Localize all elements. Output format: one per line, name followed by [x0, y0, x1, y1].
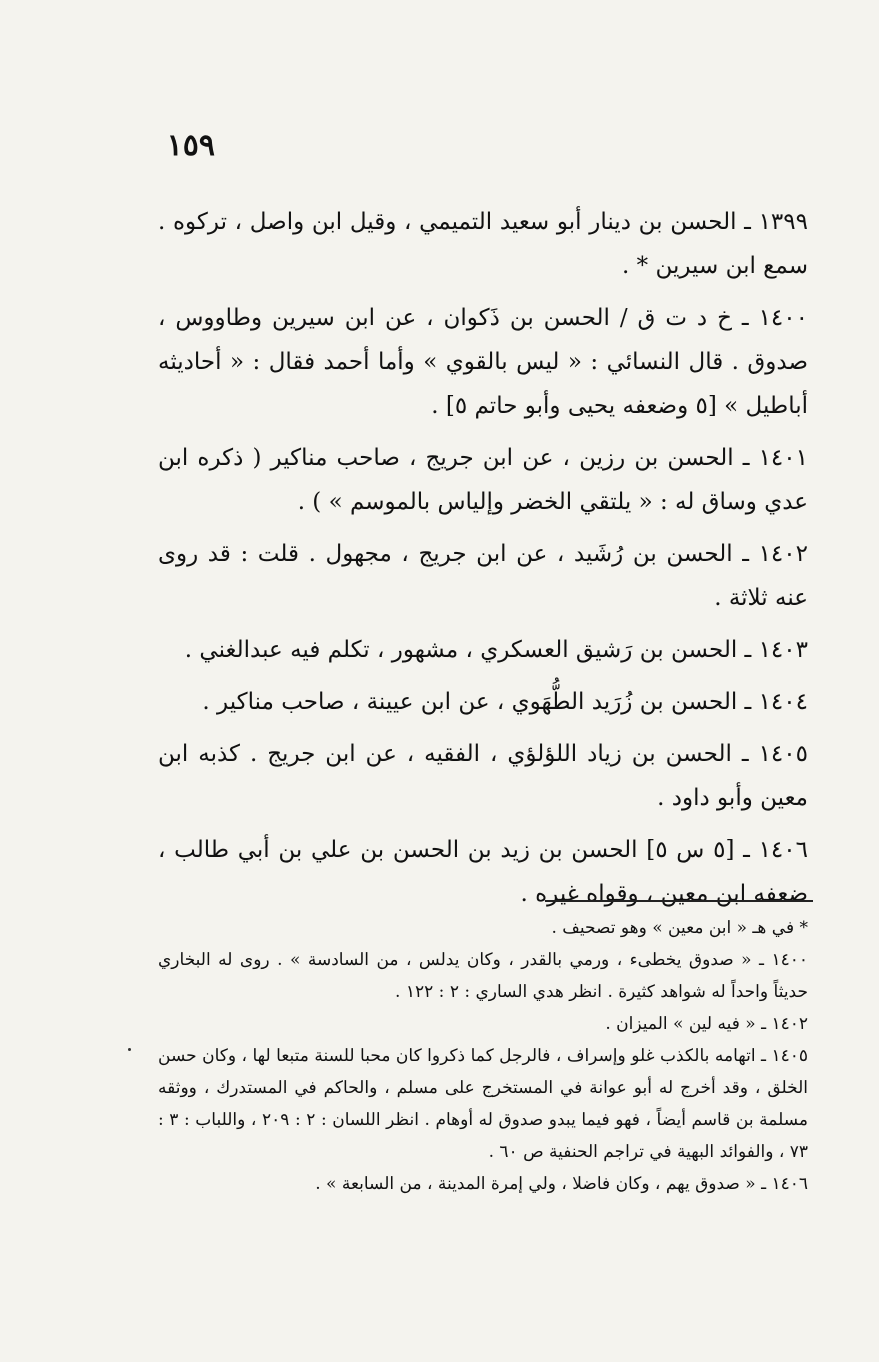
main-text	[158, 200, 808, 924]
entry-1400: ١٤٠٠ ـ خ د ت ق / الحسن بن ذَكوان ، عن ابن سيرين وطاووس ، صدوق . قال النسائي : « ليس بالقوي » وأما أحمد فقال : « أحاديثه أباطيل » [٥ وضعفه يحيى وأبو حاتم ٥] .	[158, 305, 808, 419]
entry-1403: ١٤٠٣ ـ الحسن بن رَشيق العسكري ، مشهور ، تكلم فيه عبدالغني .	[184, 637, 808, 663]
scan-speck	[128, 1048, 131, 1051]
entry-1402: ١٤٠٢ ـ الحسن بن رُشَيد ، عن ابن جريج ، مجهول . قلت : قد روى عنه ثلاثة .	[158, 541, 808, 611]
entry-1406: ١٤٠٦ ـ [٥ س ٥] الحسن بن زيد بن الحسن بن علي بن أبي طالب ، ضعفه ابن معين ، وقواه غيره .	[158, 837, 808, 907]
footnote-asterisk: * في هـ « ابن معين » وهو تصحيف .	[551, 918, 808, 938]
footnotes	[158, 912, 808, 1200]
footnote-1406: ١٤٠٦ ـ « صدوق يهم ، وكان فاضلا ، ولي إمرة المدينة ، من السابعة » .	[315, 1174, 808, 1194]
footnote-1400: ١٤٠٠ ـ « صدوق يخطىء ، ورمي بالقدر ، وكان يدلس ، من السادسة » . روى له البخاري حديثاً واحداً له شواهد كثيرة . انظر هدي الساري : ٢ : ١٢٢ .	[158, 950, 808, 1002]
entry-1401: ١٤٠١ ـ الحسن بن رزين ، عن ابن جريج ، صاحب مناكير ( ذكره ابن عدي وساق له : « يلتقي الخضر وإلياس بالموسم » ) .	[158, 445, 808, 515]
entry-1399: ١٣٩٩ ـ الحسن بن دينار أبو سعيد التميمي ، وقيل ابن واصل ، تركوه . سمع ابن سيرين * .	[158, 209, 808, 279]
footnote-1402: ١٤٠٢ ـ « فيه لين » الميزان .	[605, 1014, 808, 1034]
page-number: ١٥٩	[166, 128, 215, 163]
entry-1404: ١٤٠٤ ـ الحسن بن زُرَيد الطُّهَوي ، عن ابن عيينة ، صاحب مناكير .	[202, 689, 808, 715]
entry-1405: ١٤٠٥ ـ الحسن بن زياد اللؤلؤي ، الفقيه ، عن ابن جريج . كذبه ابن معين وأبو داود .	[158, 741, 808, 811]
footnote-divider	[545, 900, 813, 902]
footnote-1405: ١٤٠٥ ـ اتهامه بالكذب غلو وإسراف ، فالرجل كما ذكروا كان محبا للسنة متبعا لها ، وكان حسن الخلق ، وقد أخرج له أبو عوانة في المستخرج على مسلم ، والحاكم في المستدرك ، ووثقه مسلمة بن قاسم أيضاً ، فهو فيما يبدو صدوق له أوهام . انظر اللسان : ٢ : ٢٠٩ ، واللباب : ٣ : ٧٣ ، والفوائد البهية في تراجم الحنفية ص ٦٠ .	[158, 1046, 808, 1162]
